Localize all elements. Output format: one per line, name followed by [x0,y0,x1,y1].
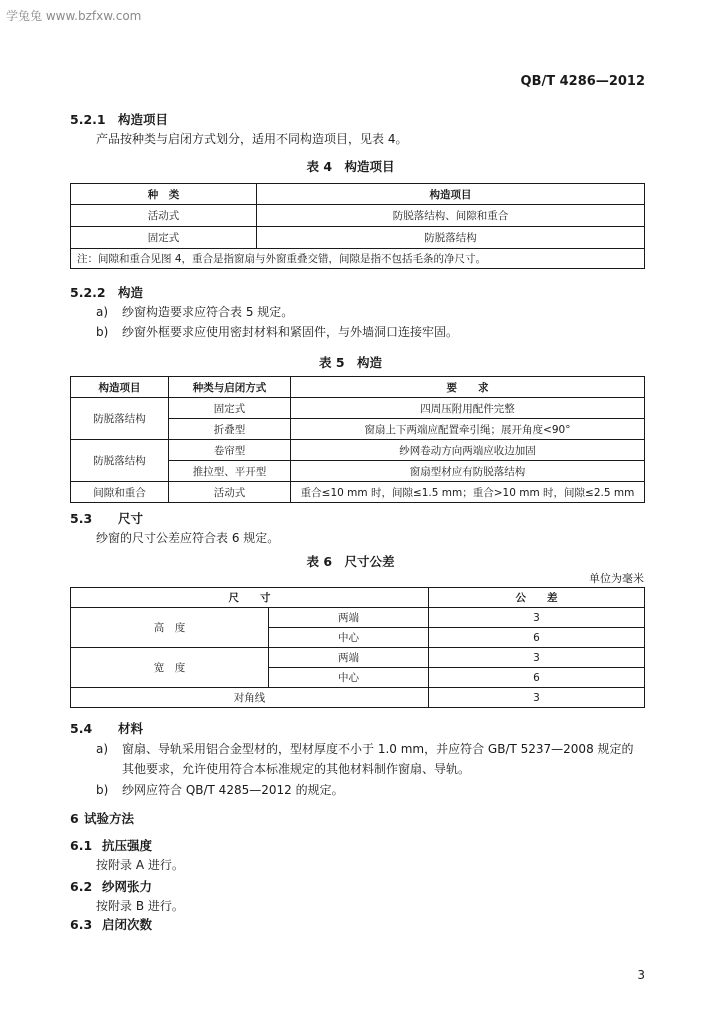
section-5-3-paragraph: 纱窗的尺寸公差应符合表 6 规定。 [96,531,280,545]
section-5-3-heading [70,509,143,527]
table-5-cell: 推拉型、平开型 [169,461,291,482]
table-6-unit: 单位为毫米 [589,572,644,585]
table-4-header-type: 种 类 [71,184,257,205]
list-text: 纱网应符合 QB/T 4285—2012 的规定。 [122,783,344,797]
table-5-cell: 四周压附用配件完整 [291,398,645,419]
table-6-caption: 表 6 尺寸公差 [306,554,395,569]
table-6-cell: 3 [429,648,645,668]
table-5-cell: 重合≤10 mm 时，间隙≤1.5 mm；重合>10 mm 时，间隙≤2.5 mm [291,482,645,503]
table-5-header-item: 构造项目 [71,377,169,398]
table-4-header-items: 构造项目 [257,184,645,205]
section-title: 构造 [118,285,144,300]
section-5-2-1-heading [70,110,168,128]
section-number: 6 [70,811,79,826]
section-title: 启闭次数 [102,917,153,932]
table-5-header-type: 种类与启闭方式 [169,377,291,398]
table-6-cell: 3 [429,608,645,628]
page-number: 3 [637,968,645,982]
list-text: 窗扇、导轨采用铝合金型材的，型材厚度不小于 1.0 mm，并应符合 GB/T 5237—2008 规定的 [122,742,634,756]
table-5-group-item: 间隙和重合 [71,482,169,503]
table-5-cell: 固定式 [169,398,291,419]
section-number: 5.2.2 [70,285,106,300]
table-6-cell: 中心 [269,668,429,688]
section-number: 6.2 [70,879,93,894]
table-6-cell: 6 [429,668,645,688]
list-text: 纱窗构造要求应符合表 5 规定。 [122,305,294,319]
table-6-cell: 两端 [269,608,429,628]
table-5 [70,376,645,503]
table-6-cell: 两端 [269,648,429,668]
standard-code: QB/T 4286—2012 [520,74,645,89]
table-5-cell: 卷帘型 [169,440,291,461]
list-text-continuation: 其他要求，允许使用符合本标准规定的其他材料制作窗扇、导轨。 [122,762,471,776]
table-4-note: 注：间隙和重合见图 4，重合是指窗扇与外窗重叠交错，间隙是指不包括毛条的净尺寸。 [71,249,645,269]
table-5-cell: 窗扇型材应有防脱落结构 [291,461,645,482]
section-title: 纱网张力 [102,879,153,894]
section-6-heading [70,809,134,827]
section-6-1-paragraph: 按附录 A 进行。 [96,858,184,872]
table-4-cell: 固定式 [71,227,257,249]
list-text: 纱窗外框要求应使用密封材料和紧固件，与外墙洞口连接牢固。 [122,325,459,339]
list-label: b) [96,325,109,339]
section-number: 6.1 [70,838,93,853]
section-6-3-heading [70,915,152,933]
table-6-header-dimension: 尺 寸 [71,588,429,608]
table-5-caption: 表 5 构造 [318,355,383,370]
table-5-cell: 活动式 [169,482,291,503]
table-5-cell: 折叠型 [169,419,291,440]
list-item [96,740,634,757]
list-item [96,303,293,320]
list-label: b) [96,783,109,797]
section-title: 尺寸 [118,511,144,526]
section-title: 构造项目 [118,112,169,127]
section-5-2-1-paragraph: 产品按种类与启闭方式划分，适用不同构造项目，见表 4。 [96,132,408,146]
table-4-cell: 活动式 [71,205,257,227]
section-title: 材料 [118,721,144,736]
table-6-cell: 3 [429,688,645,708]
table-6-dimension: 宽 度 [71,648,269,688]
table-5-header-requirement: 要 求 [291,377,645,398]
list-item [96,323,458,340]
section-number: 5.3 [70,511,93,526]
list-item [96,781,344,798]
section-6-2-paragraph: 按附录 B 进行。 [96,899,184,913]
table-4-cell: 防脱落结构、间隙和重合 [257,205,645,227]
section-title: 抗压强度 [102,838,153,853]
table-6-cell: 6 [429,628,645,648]
table-4-caption: 表 4 构造项目 [306,159,395,174]
table-5-group-item: 防脱落结构 [71,440,169,482]
section-number: 5.2.1 [70,112,106,127]
section-6-1-heading [70,836,152,854]
table-4-cell: 防脱落结构 [257,227,645,249]
section-5-4-heading [70,719,143,737]
list-label: a) [96,305,109,319]
section-number: 5.4 [70,721,93,736]
section-number: 6.3 [70,917,93,932]
table-5-group-item: 防脱落结构 [71,398,169,440]
table-6-diagonal: 对角线 [71,688,429,708]
table-6-header-tolerance: 公 差 [429,588,645,608]
table-6-dimension: 高 度 [71,608,269,648]
list-label: a) [96,742,109,756]
table-5-cell: 纱网卷动方向两端应收边加固 [291,440,645,461]
table-4 [70,183,645,269]
table-6-cell: 中心 [269,628,429,648]
watermark: 学兔兔 www.bzfxw.com [6,9,142,23]
table-6 [70,587,645,708]
table-5-cell: 窗扇上下两端应配置牵引绳；展开角度<90° [291,419,645,440]
section-5-2-2-heading [70,283,143,301]
section-6-2-heading [70,877,152,895]
section-title: 试验方法 [84,811,135,826]
